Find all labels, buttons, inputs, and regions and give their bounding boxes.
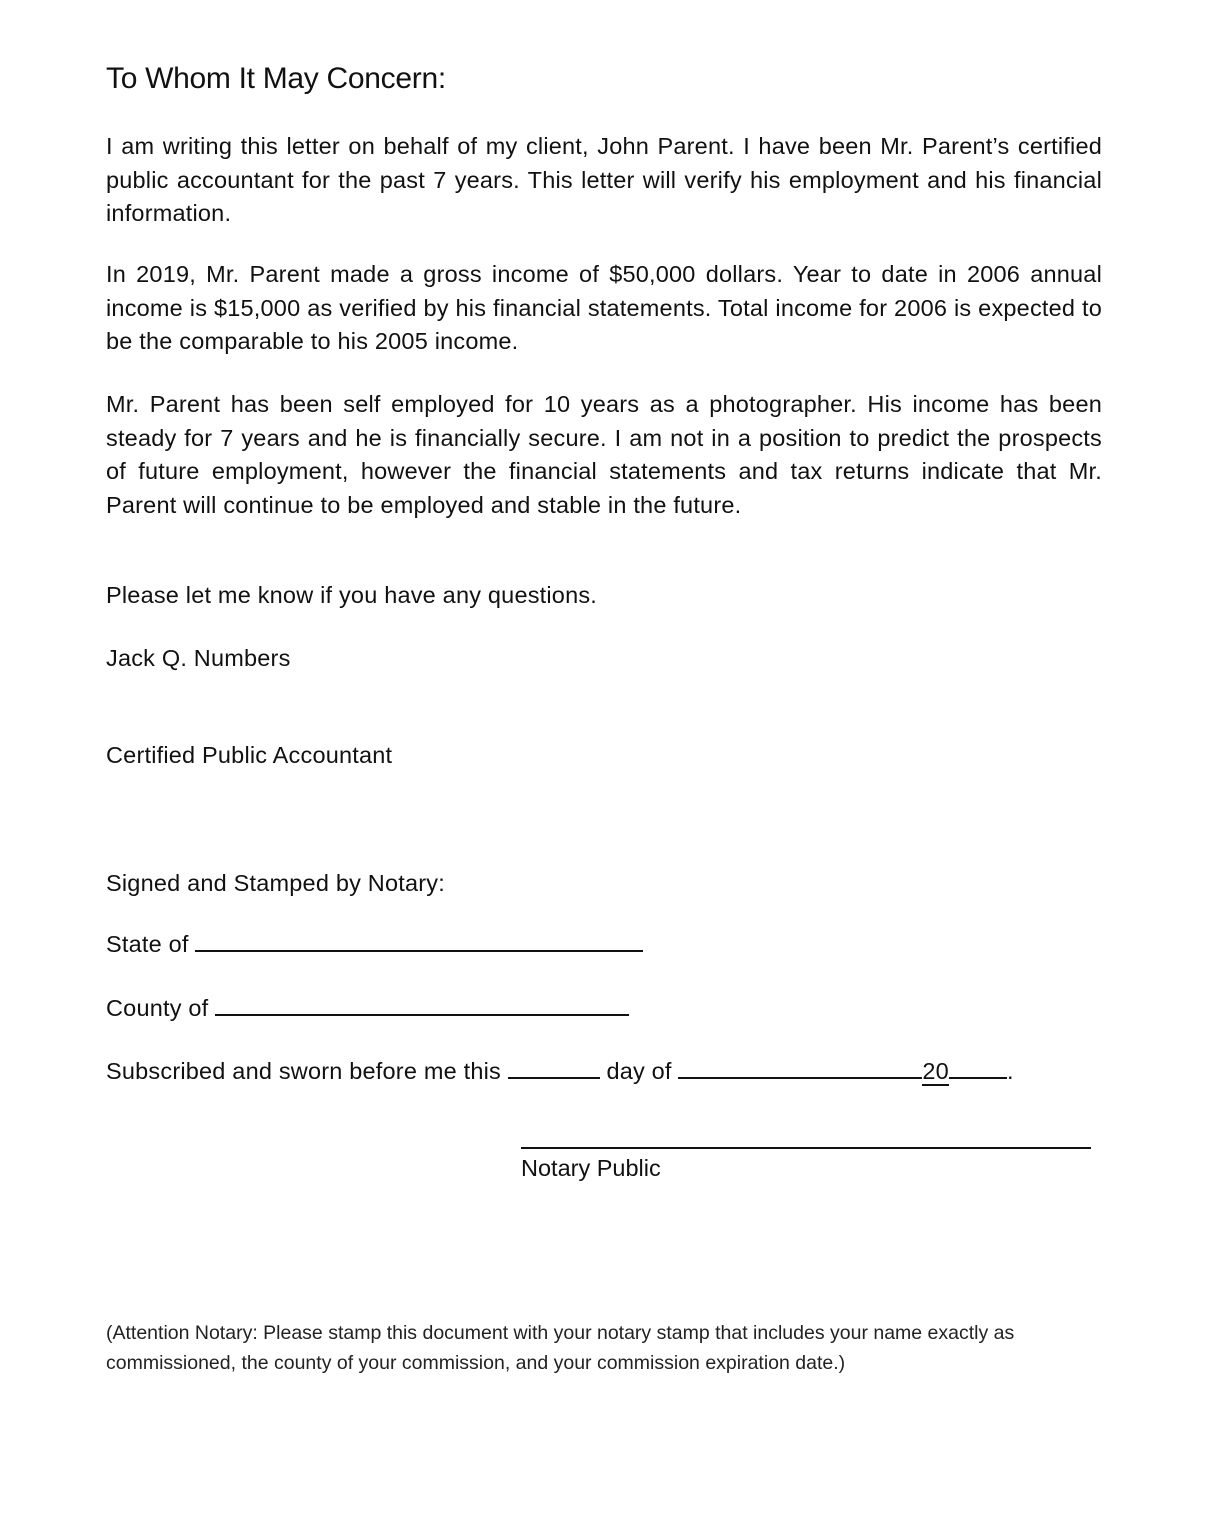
day-blank-field[interactable] (508, 1055, 600, 1079)
state-label: State of (106, 931, 189, 957)
paragraph-intro: I am writing this letter on behalf of my client, John Parent. I have been Mr. Parent’s certified public accountant for the past 7 years. This letter will verify his employment and his financial information. (106, 133, 1102, 226)
closing-line: Please let me know if you have any questions. (106, 582, 598, 608)
sworn-period: . (1006, 1058, 1014, 1084)
year-blank-field[interactable] (949, 1055, 1007, 1079)
signer-title: Certified Public Accountant (106, 742, 393, 768)
year-prefix: 20 (922, 1058, 949, 1084)
sworn-label: Subscribed and sworn before me this (106, 1058, 501, 1084)
notary-attention-note: (Attention Notary: Please stamp this document with your notary stamp that includes your name exactly as commissioned, the county of your commission, and your commission expiration date.) (106, 1322, 1015, 1374)
sworn-line (106, 1055, 1014, 1088)
paragraph-employment: Mr. Parent has been self employed for 10 years as a photographer. His income has been steady for 7 years and he is financially secure. I am not in a position to predict the prospects of future employment, however the financial statements and tax returns indicate that Mr. Parent will continue to be employed and stable in the future. (106, 391, 1102, 518)
day-of-label: day of (606, 1058, 672, 1084)
month-blank-field[interactable] (678, 1055, 922, 1079)
letter-greeting: To Whom It May Concern: (106, 62, 446, 95)
paragraph-income: In 2019, Mr. Parent made a gross income of $50,000 dollars. Year to date in 2006 annual income is $15,000 as verified by his financial statements. Total income for 2006 is expected to be the comparable to his 2005 income. (106, 261, 1102, 354)
state-line (106, 928, 643, 961)
county-label: County of (106, 995, 209, 1021)
notary-heading: Signed and Stamped by Notary: (106, 870, 445, 896)
notary-signature-line[interactable] (521, 1147, 1091, 1149)
notary-public-label: Notary Public (521, 1155, 661, 1181)
county-blank-field[interactable] (215, 992, 629, 1016)
state-blank-field[interactable] (195, 928, 643, 952)
signer-name: Jack Q. Numbers (106, 645, 291, 671)
county-line (106, 992, 629, 1025)
